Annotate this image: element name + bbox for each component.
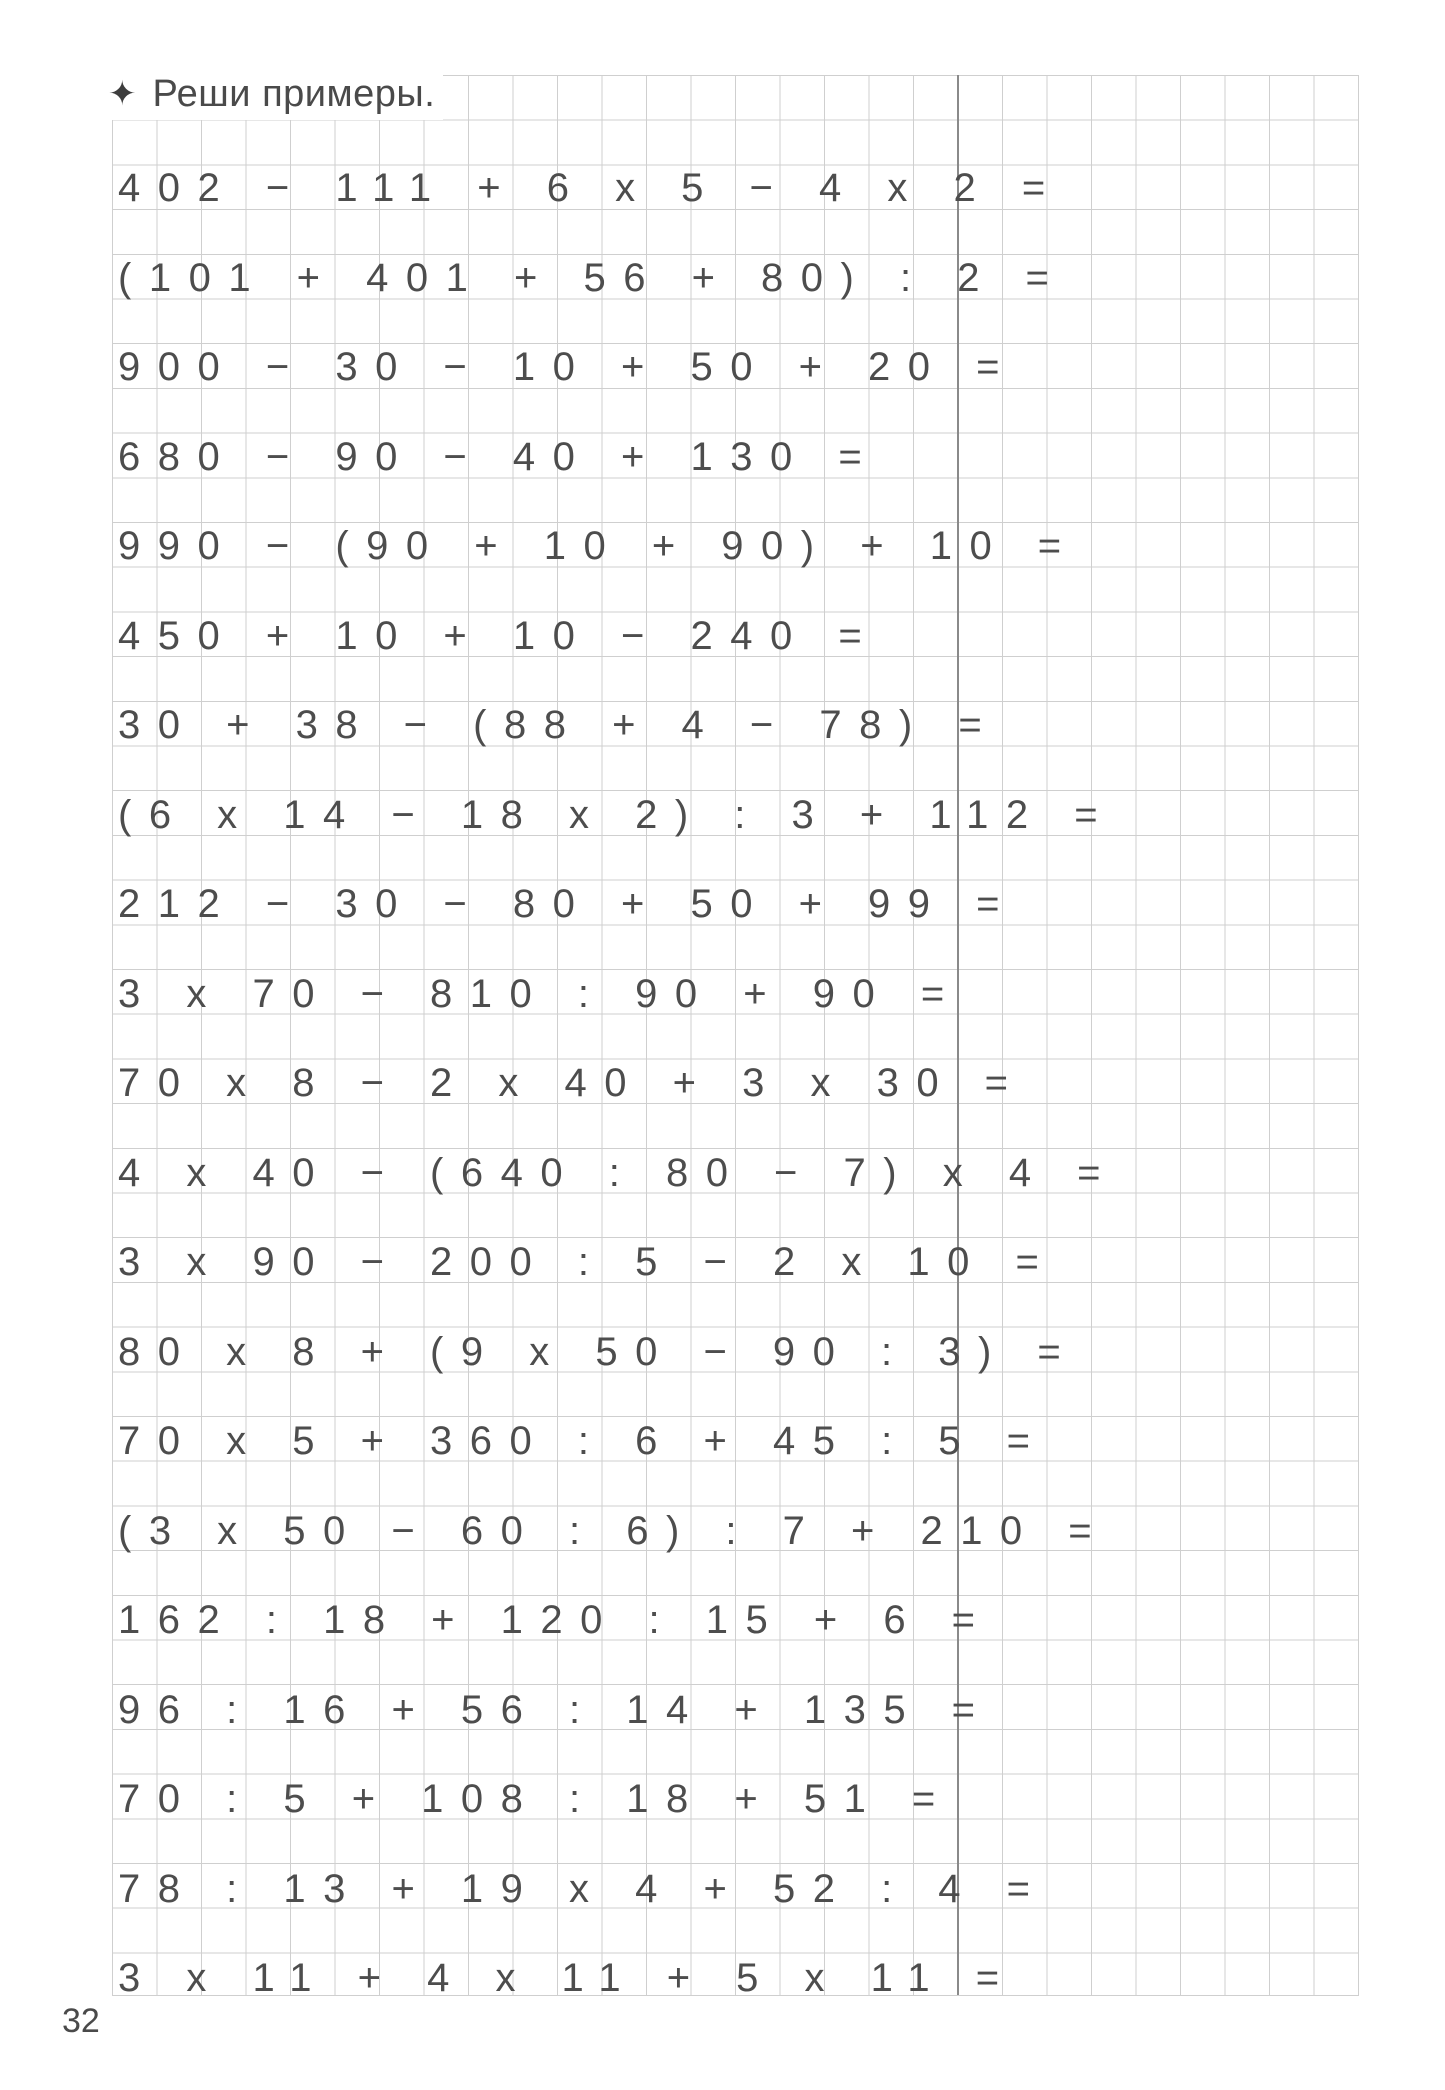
example-expression: 212 − 30 − 80 + 50 + 99 = [118, 882, 1018, 926]
example-row [112, 1596, 993, 1686]
example-expression: 402 − 111 + 6 x 5 − 4 x 2 = [118, 166, 1063, 210]
example-expression: 680 − 90 − 40 + 130 = [118, 434, 880, 479]
example-expression: 70 x 5 + 360 : 6 + 45 : 5 = [118, 1419, 1048, 1463]
example-expression: 450 + 10 + 10 − 240 = [118, 613, 880, 658]
example-expression: 162 : 18 + 120 : 15 + 6 = [118, 1598, 993, 1642]
example-expression: (3 x 50 − 60 : 6) : 7 + 210 = [118, 1508, 1110, 1553]
examples-list [112, 164, 1119, 2044]
example-expression: 3 x 70 − 810 : 90 + 90 = [118, 971, 962, 1016]
example-row [112, 1775, 957, 1865]
example-expression: 4 x 40 − (640 : 80 − 7) x 4 = [118, 1150, 1119, 1195]
example-expression: 900 − 30 − 10 + 50 + 20 = [118, 345, 1018, 389]
example-row [112, 1686, 993, 1776]
example-expression: 78 : 13 + 19 x 4 + 52 : 4 = [118, 1866, 1048, 1911]
example-expression: 3 x 11 + 4 x 11 + 5 x 11 = [118, 1956, 1017, 2000]
example-row [112, 1954, 1017, 2044]
example-expression: (6 x 14 − 18 x 2) : 3 + 112 = [118, 792, 1116, 837]
example-expression: 990 − (90 + 10 + 90) + 10 = [118, 524, 1079, 568]
example-row [112, 343, 1018, 433]
example-expression: 70 x 8 − 2 x 40 + 3 x 30 = [118, 1061, 1026, 1105]
example-row [112, 1059, 1026, 1149]
example-row [112, 1507, 1110, 1597]
example-row [112, 522, 1079, 612]
example-row [112, 970, 962, 1060]
example-row [112, 1328, 1079, 1418]
example-expression: 70 : 5 + 108 : 18 + 51 = [118, 1777, 953, 1821]
example-expression: 30 + 38 − (88 + 4 − 78) = [118, 703, 1000, 747]
example-row [112, 880, 1018, 970]
page-number: 32 [62, 2002, 100, 2040]
example-row [112, 791, 1116, 881]
example-row [112, 1865, 1048, 1955]
example-row [112, 1149, 1119, 1239]
example-row [112, 254, 1067, 344]
example-expression: 80 x 8 + (9 x 50 − 90 : 3) = [118, 1329, 1079, 1374]
four-pointed-star-icon: ✦ [108, 75, 137, 113]
example-row [112, 1417, 1048, 1507]
example-expression: 3 x 90 − 200 : 5 − 2 x 10 = [118, 1240, 1057, 1284]
task-header [108, 68, 443, 120]
task-title: Реши примеры. [152, 72, 436, 115]
example-row [112, 164, 1063, 254]
example-row [112, 701, 1000, 791]
example-row [112, 433, 957, 523]
example-row [112, 1238, 1057, 1328]
example-expression: (101 + 401 + 56 + 80) : 2 = [118, 255, 1067, 300]
example-expression: 96 : 16 + 56 : 14 + 135 = [118, 1687, 993, 1732]
example-row [112, 612, 957, 702]
